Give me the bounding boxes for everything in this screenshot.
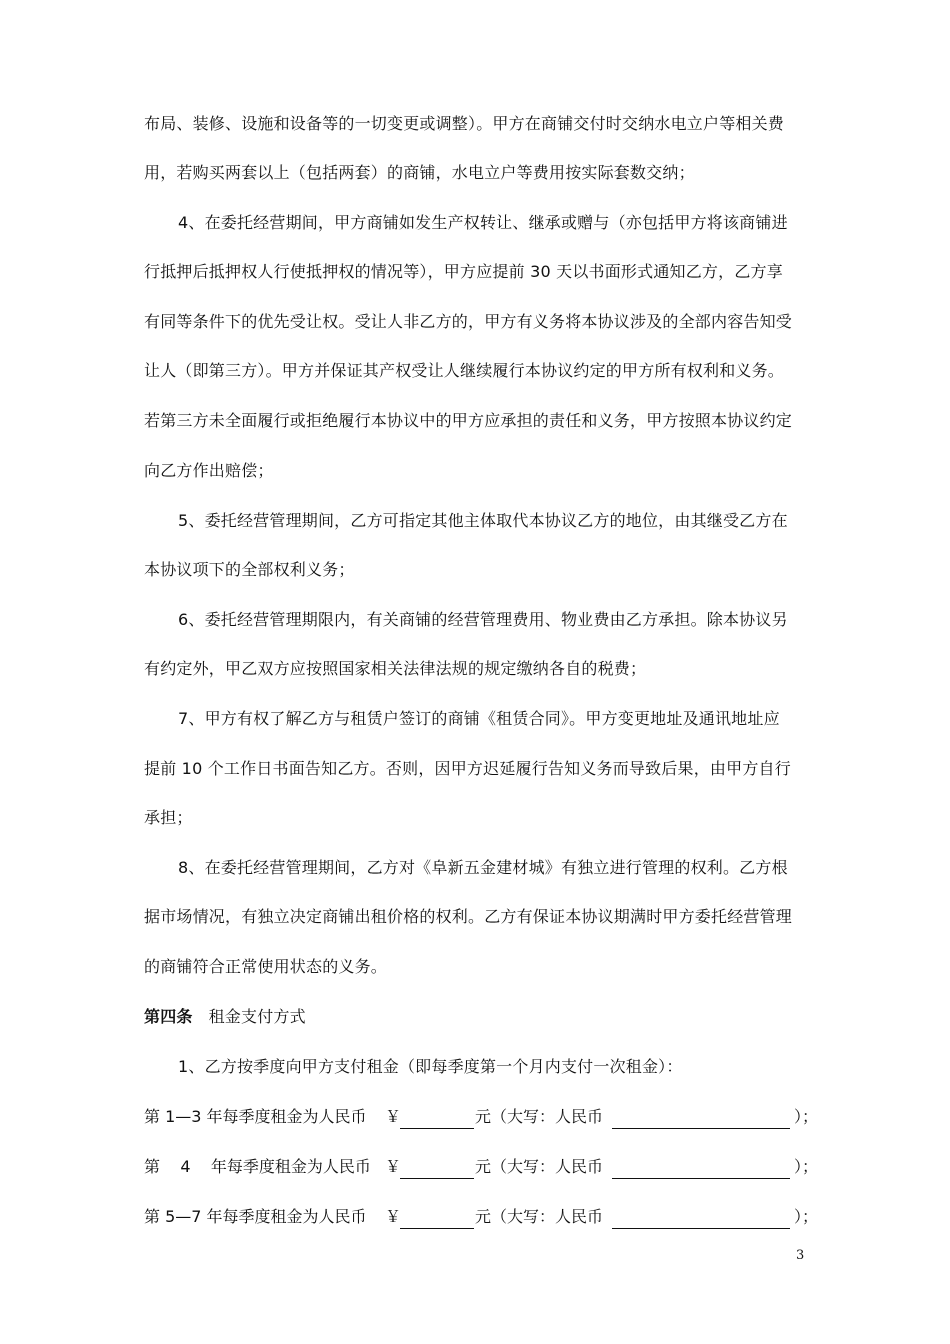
amount-blank[interactable] (400, 1156, 474, 1179)
amount-blank[interactable] (400, 1106, 474, 1129)
paragraph-line: 1、乙方按季度向甲方支付租金（即每季度第一个月内支付一次租金）： (178, 1057, 683, 1076)
rent-row-label: 第 1—3 年每季度租金为人民币 (144, 1107, 367, 1126)
currency-symbol: ￥ (385, 1107, 402, 1126)
paragraph-line: 5、委托经营管理期间，乙方可指定其他主体取代本协议乙方的地位，由其继受乙方在 (178, 511, 788, 530)
currency-symbol: ￥ (385, 1207, 402, 1226)
amount-words-blank[interactable] (612, 1156, 790, 1179)
amount-words-blank[interactable] (612, 1106, 790, 1129)
paragraph-line: 8、在委托经营管理期间，乙方对《阜新五金建材城》有独立进行管理的权利。乙方根 (178, 858, 788, 877)
rent-row-label: 第 5—7 年每季度租金为人民币 (144, 1207, 367, 1226)
currency-symbol: ￥ (385, 1157, 402, 1176)
amount-words-blank[interactable] (612, 1206, 790, 1229)
paragraph-line: 若第三方未全面履行或拒绝履行本协议中的甲方应承担的责任和义务，甲方按照本协议约定 (144, 411, 793, 430)
rent-row-unit: 元（大写：人民币 (475, 1157, 604, 1176)
paragraph-line: 的商铺符合正常使用状态的义务。 (144, 957, 388, 976)
rent-row-label: 第 4 年每季度租金为人民币 (144, 1157, 371, 1176)
paragraph-line: 提前 10 个工作日书面告知乙方。否则，因甲方迟延履行告知义务而导致后果，由甲方自行 (144, 759, 791, 778)
rent-row (144, 1206, 819, 1230)
paragraph-line: 行抵押后抵押权人行使抵押权的情况等），甲方应提前 30 天以书面形式通知乙方，乙方享 (144, 262, 783, 281)
paragraph-line: 6、委托经营管理期限内，有关商铺的经营管理费用、物业费由乙方承担。除本协议另 (178, 610, 788, 629)
paragraph-line: 用，若购买两套以上（包括两套）的商铺，水电立户等费用按实际套数交纳； (144, 163, 695, 182)
rent-row-close: ）； (794, 1207, 819, 1226)
rent-row (144, 1106, 819, 1130)
amount-blank[interactable] (400, 1206, 474, 1229)
rent-row-close: ）； (794, 1107, 819, 1126)
paragraph-line: 让人（即第三方）。甲方并保证其产权受让人继续履行本协议约定的甲方所有权利和义务。 (144, 361, 785, 380)
paragraph-line: 7、甲方有权了解乙方与租赁户签订的商铺《租赁合同》。甲方变更地址及通讯地址应 (178, 709, 780, 728)
paragraph-line: 据市场情况，有独立决定商铺出租价格的权利。乙方有保证本协议期满时甲方委托经营管理 (144, 907, 793, 926)
article-title: 租金支付方式 (208, 1007, 306, 1026)
paragraph-line: 承担； (144, 808, 193, 827)
paragraph-line: 4、在委托经营期间，甲方商铺如发生产权转让、继承或赠与（亦包括甲方将该商铺进 (178, 213, 788, 232)
paragraph-line: 有同等条件下的优先受让权。受让人非乙方的，甲方有义务将本协议涉及的全部内容告知受 (144, 312, 793, 331)
article-heading (144, 1006, 306, 1028)
paragraph-line: 本协议项下的全部权利义务； (144, 560, 355, 579)
paragraph-line: 向乙方作出赔偿； (144, 461, 274, 480)
rent-row (144, 1156, 819, 1180)
rent-row-unit: 元（大写：人民币 (475, 1107, 604, 1126)
rent-row-close: ）； (794, 1157, 819, 1176)
paragraph-line: 有约定外，甲乙双方应按照国家相关法律法规的规定缴纳各自的税费； (144, 659, 647, 678)
page-number: 3 (796, 1248, 805, 1263)
rent-row-unit: 元（大写：人民币 (475, 1207, 604, 1226)
article-number: 第四条 (144, 1007, 193, 1026)
paragraph-line: 布局、装修、设施和设备等的一切变更或调整）。甲方在商铺交付时交纳水电立户等相关费 (144, 114, 785, 133)
